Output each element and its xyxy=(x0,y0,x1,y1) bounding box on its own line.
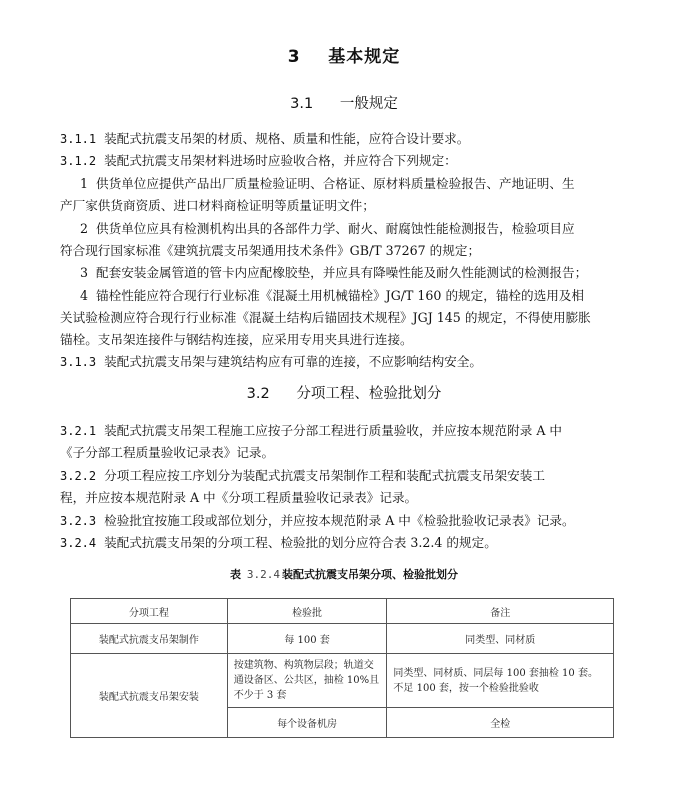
table-caption-prefix: 表 xyxy=(230,568,242,581)
chapter-title-text: 基本规定 xyxy=(328,47,401,67)
table-header-cell: 检验批 xyxy=(227,599,387,624)
table-cell: 同类型、同材质 xyxy=(387,624,614,654)
section-title-3-1 xyxy=(0,92,688,113)
section-title-text: 一般规定 xyxy=(339,96,398,112)
section-number: 3.2 xyxy=(246,386,270,402)
clause-3-2-3 xyxy=(60,510,660,532)
list-item-3 xyxy=(60,262,660,284)
section-title-text: 分项工程、检验批划分 xyxy=(296,386,442,402)
list-item-2 xyxy=(60,218,660,240)
table-cell: 装配式抗震支吊架安装 xyxy=(71,654,228,738)
clause-number: 3.1.3 xyxy=(60,355,97,369)
clause-number: 3.2.3 xyxy=(60,514,97,528)
item-text: 锚栓性能应符合现行行业标准《混凝土用机械锚栓》JG/T 160 的规定，锚栓的选用及相 xyxy=(96,288,584,303)
clause-3-2-1 xyxy=(60,420,660,442)
clause-3-2-1-continuation: 《子分部工程质量验收记录表》记录。 xyxy=(60,445,275,460)
table-cell: 同类型、同材质、同层每 100 套抽检 10 套。不足 100 套，按一个检验批验收 xyxy=(387,654,614,708)
item-number: 2 xyxy=(79,221,88,236)
clause-3-1-2 xyxy=(60,150,660,172)
clause-number: 3.2.1 xyxy=(60,424,97,438)
list-item-4-continuation-2: 锚栓。支吊架连接件与钢结构连接，应采用专用夹具进行连接。 xyxy=(60,332,413,347)
clause-3-2-4 xyxy=(60,532,660,554)
clause-text: 装配式抗震支吊架的分项工程、检验批的划分应符合表 3.2.4 的规定。 xyxy=(104,535,497,550)
table-caption xyxy=(0,566,688,582)
clause-3-1-1 xyxy=(60,128,660,150)
item-number: 1 xyxy=(79,176,88,191)
clause-text: 装配式抗震支吊架材料进场时应验收合格，并应符合下列规定： xyxy=(104,153,457,168)
table-cell: 全检 xyxy=(387,708,614,738)
table-row xyxy=(71,624,614,654)
table-cell: 每 100 套 xyxy=(227,624,387,654)
item-number: 4 xyxy=(79,288,88,303)
chapter-title xyxy=(0,42,688,67)
item-text: 供货单位应提供产品出厂质量检验证明、合格证、原材料质量检验报告、产地证明、生 xyxy=(96,176,575,191)
clause-number: 3.1.1 xyxy=(60,132,97,146)
clause-number: 3.2.2 xyxy=(60,469,97,483)
list-item-1 xyxy=(60,173,660,195)
chapter-number: 3 xyxy=(287,47,301,67)
clause-text: 分项工程应按工序划分为装配式抗震支吊架制作工程和装配式抗震支吊架安装工 xyxy=(104,468,545,483)
item-number: 3 xyxy=(79,265,88,280)
list-item-2-continuation: 符合现行国家标准《建筑抗震支吊架通用技术条件》GB/T 37267 的规定； xyxy=(60,243,481,258)
list-item-4-continuation-1: 关试验检测应符合现行行业标准《混凝土结构后锚固技术规程》JGJ 145 的规定，不得使用膨胀 xyxy=(60,310,591,325)
list-item-4 xyxy=(60,285,660,307)
table-cell: 每个设备机房 xyxy=(227,708,387,738)
table-caption-number: 3.2.4 xyxy=(246,568,280,581)
clause-number: 3.2.4 xyxy=(60,536,97,550)
section-number: 3.1 xyxy=(290,96,314,112)
clause-text: 检验批宜按施工段或部位划分，并应按本规范附录 A 中《检验批验收记录表》记录。 xyxy=(104,513,575,528)
item-text: 供货单位应具有检测机构出具的各部件力学、耐火、耐腐蚀性能检测报告，检验项目应 xyxy=(96,221,575,236)
clause-text: 装配式抗震支吊架的材质、规格、质量和性能，应符合设计要求。 xyxy=(104,131,470,146)
clause-text: 装配式抗震支吊架工程施工应按子分部工程进行质量验收，并应按本规范附录 A 中 xyxy=(104,423,563,438)
table-header-row xyxy=(71,599,614,624)
item-text: 配套安装金属管道的管卡内应配橡胶垫，并应具有降噪性能及耐久性能测试的检测报告； xyxy=(96,265,588,280)
table-caption-title: 装配式抗震支吊架分项、检验批划分 xyxy=(281,568,458,581)
clause-number: 3.1.2 xyxy=(60,154,97,168)
table-header-cell: 备注 xyxy=(387,599,614,624)
division-table xyxy=(70,598,614,738)
table-row xyxy=(71,654,614,708)
section-title-3-2 xyxy=(0,382,688,403)
clause-3-1-3 xyxy=(60,351,660,373)
table-header-cell: 分项工程 xyxy=(71,599,228,624)
clause-3-2-2 xyxy=(60,465,660,487)
list-item-1-continuation: 产厂家供货商资质、进口材料商检证明等质量证明文件； xyxy=(60,198,375,213)
clause-text: 装配式抗震支吊架与建筑结构应有可靠的连接，不应影响结构安全。 xyxy=(104,354,482,369)
clause-3-2-2-continuation: 程，并应按本规范附录 A 中《分项工程质量验收记录表》记录。 xyxy=(60,490,418,505)
table-cell: 装配式抗震支吊架制作 xyxy=(71,624,228,654)
table-cell: 按建筑物、构筑物层段；轨道交通设备区、公共区，抽检 10%且不少于 3 套 xyxy=(227,654,387,708)
